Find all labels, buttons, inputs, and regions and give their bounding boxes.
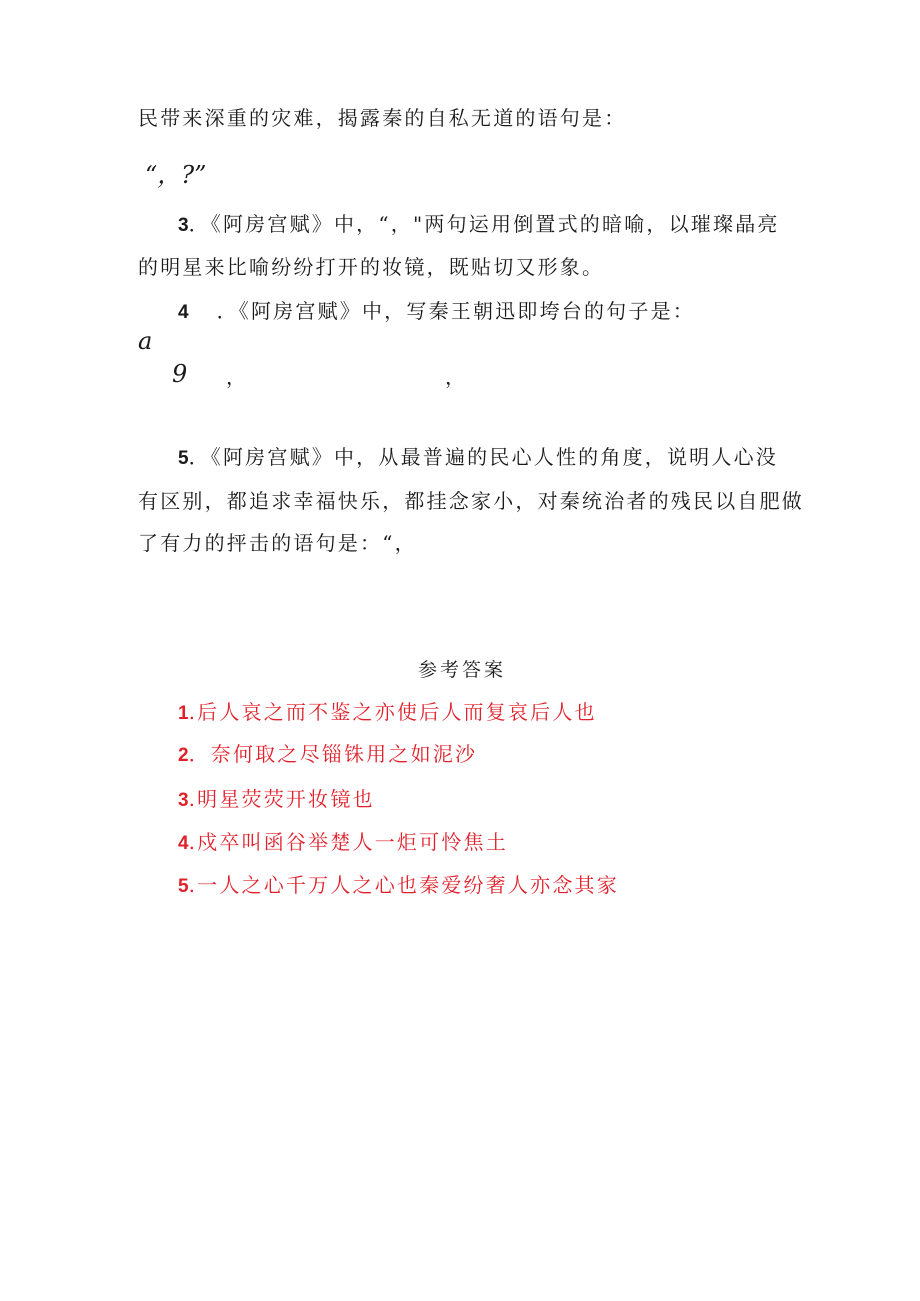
- question-4-comma-2: ，: [445, 365, 468, 389]
- question-4-mark-9: 9: [172, 360, 188, 388]
- question-4-text: ．《阿房宫赋》中，写秦王朝迅即垮台的句子是：: [216, 299, 695, 323]
- question-3-number: 3: [178, 215, 189, 236]
- answer-3: [178, 786, 375, 814]
- answer-1: [178, 699, 597, 727]
- question-4-mark-a: a: [138, 327, 153, 355]
- question-4-comma-1: ，: [226, 365, 249, 389]
- question-3-line-1: [178, 211, 780, 239]
- answers-title: 参考答案: [418, 659, 507, 681]
- answer-text: .明星荧荧开妆镜也: [188, 787, 375, 811]
- question-4-line: [178, 298, 695, 326]
- question-4-number: 4: [178, 302, 189, 323]
- answer-text: .一人之心千万人之心也秦爱纷奢人亦念其家: [188, 873, 619, 897]
- question-5-line-1: [178, 444, 778, 472]
- answer-4: [178, 829, 508, 857]
- continuation-line: 民带来深重的灾难，揭露秦的自私无道的语句是：: [138, 106, 627, 130]
- answer-2: [178, 741, 477, 769]
- answer-number: 3: [178, 790, 189, 811]
- blank-quote: “，?”: [145, 161, 207, 189]
- question-5-number: 5: [178, 448, 189, 469]
- answer-number: 1: [178, 703, 189, 724]
- answer-number: 2: [178, 745, 189, 766]
- question-5-line-2: 有区别，都追求幸福快乐，都挂念家小，对秦统治者的残民以自肥做: [138, 489, 804, 513]
- answer-text: .后人哀之而不鉴之亦使后人而复哀后人也: [188, 700, 597, 724]
- question-5-text: ．《阿房宫赋》中，从最普遍的民心人性的角度，说明人心没: [188, 445, 778, 469]
- answer-number: 5: [178, 876, 189, 897]
- answer-text: .戍卒叫函谷举楚人一炬可怜焦土: [188, 830, 508, 854]
- question-3-line-2: 的明星来比喻纷纷打开的妆镜，既贴切又形象。: [138, 255, 605, 279]
- answer-text: ．奈何取之尽锱铢用之如泥沙: [188, 742, 478, 766]
- answer-5: [178, 872, 619, 900]
- question-3-text: ．《阿房宫赋》中，“，"两句运用倒置式的暗喻，以璀璨晶亮: [188, 212, 780, 236]
- answer-number: 4: [178, 833, 189, 854]
- question-5-line-3: 了有力的抨击的语句是：“，: [138, 531, 417, 555]
